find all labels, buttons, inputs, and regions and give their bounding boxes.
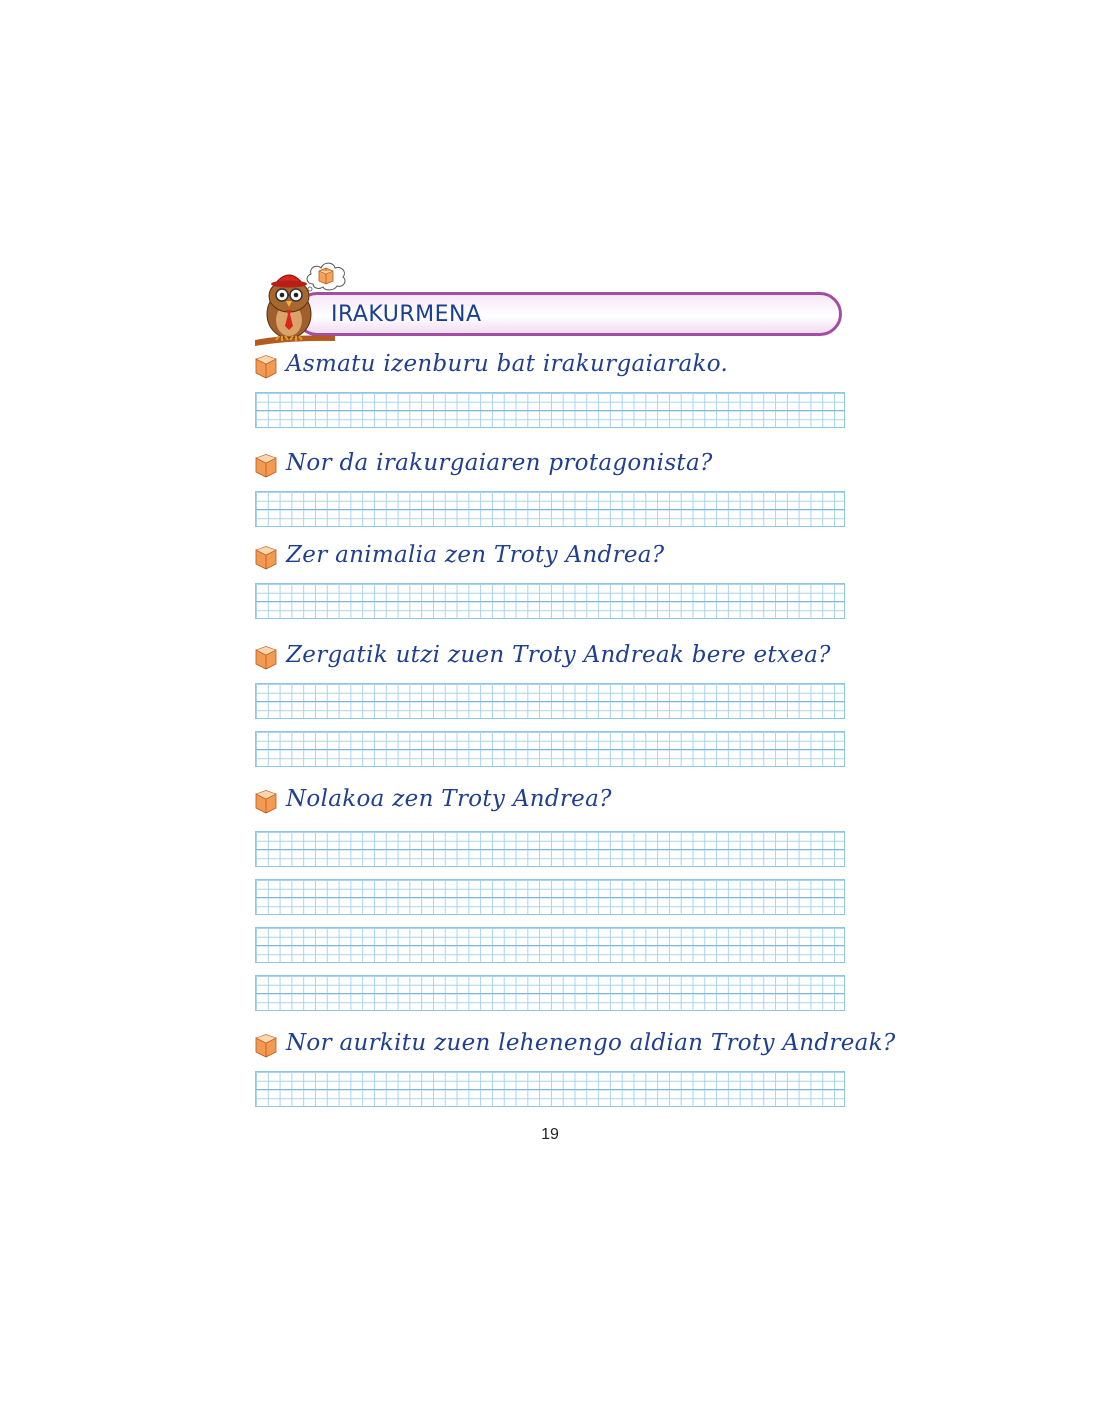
page-number: 19 — [541, 1126, 559, 1143]
question-5 — [255, 786, 855, 824]
question-1 — [255, 351, 855, 389]
section-header — [255, 258, 845, 343]
question-text: Asmatu izenburu bat irakurgaiarako. — [286, 351, 729, 377]
answer-grid[interactable] — [255, 683, 845, 719]
answer-grid[interactable] — [255, 879, 845, 915]
answer-grid[interactable] — [255, 731, 845, 767]
open-book-icon — [255, 546, 277, 570]
section-title: IRAKURMENA — [331, 302, 482, 327]
open-book-icon — [255, 790, 277, 814]
open-book-icon — [255, 355, 277, 379]
question-4 — [255, 642, 855, 680]
question-6 — [255, 1030, 896, 1068]
owl-icon — [255, 262, 335, 346]
question-2 — [255, 450, 855, 488]
question-text: Zer animalia zen Troty Andrea? — [286, 542, 665, 568]
answer-grid[interactable] — [255, 491, 845, 527]
question-3 — [255, 542, 855, 580]
question-text: Nor da irakurgaiaren protagonista? — [286, 450, 713, 476]
question-text: Zergatik utzi zuen Troty Andreak bere etxea? — [286, 642, 831, 668]
open-book-icon — [255, 1034, 277, 1058]
answer-grid[interactable] — [255, 927, 845, 963]
question-text: Nor aurkitu zuen lehenengo aldian Troty Andreak? — [286, 1030, 896, 1056]
open-book-icon — [255, 646, 277, 670]
answer-grid[interactable] — [255, 392, 845, 428]
answer-grid[interactable] — [255, 583, 845, 619]
open-book-icon — [255, 454, 277, 478]
answer-grid[interactable] — [255, 1071, 845, 1107]
answer-grid[interactable] — [255, 831, 845, 867]
question-text: Nolakoa zen Troty Andrea? — [286, 786, 612, 812]
answer-grid[interactable] — [255, 975, 845, 1011]
